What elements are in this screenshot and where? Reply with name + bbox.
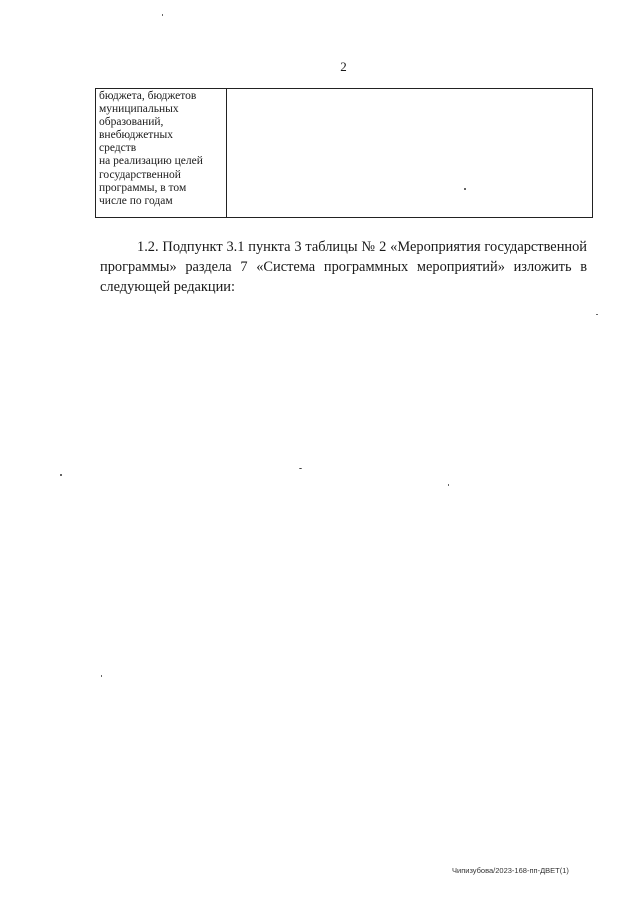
scan-speck <box>162 14 163 16</box>
scan-speck <box>299 468 302 469</box>
document-reference: Чипизубова/2023-168-пп-ДВЕТ(1) <box>452 866 569 875</box>
scan-speck <box>60 474 62 476</box>
page-number: 2 <box>340 59 347 74</box>
table-cell-empty <box>227 89 592 217</box>
table-cell-funding-sources: бюджета, бюджетов муниципальных образований, внебюджетных средств на реализацию целей государственной программы, в том числе по годам <box>96 89 227 217</box>
budget-table-fragment <box>95 88 593 218</box>
scan-speck <box>596 314 598 315</box>
scan-speck <box>448 484 449 486</box>
scan-speck <box>101 675 102 677</box>
paragraph-1-2: 1.2. Подпункт 3.1 пункта 3 таблицы № 2 «Мероприятия государственной программы» раздела 7 «Система программных мероприятий» изложить в следующей редакции: <box>100 239 587 295</box>
scan-speck <box>464 188 466 190</box>
